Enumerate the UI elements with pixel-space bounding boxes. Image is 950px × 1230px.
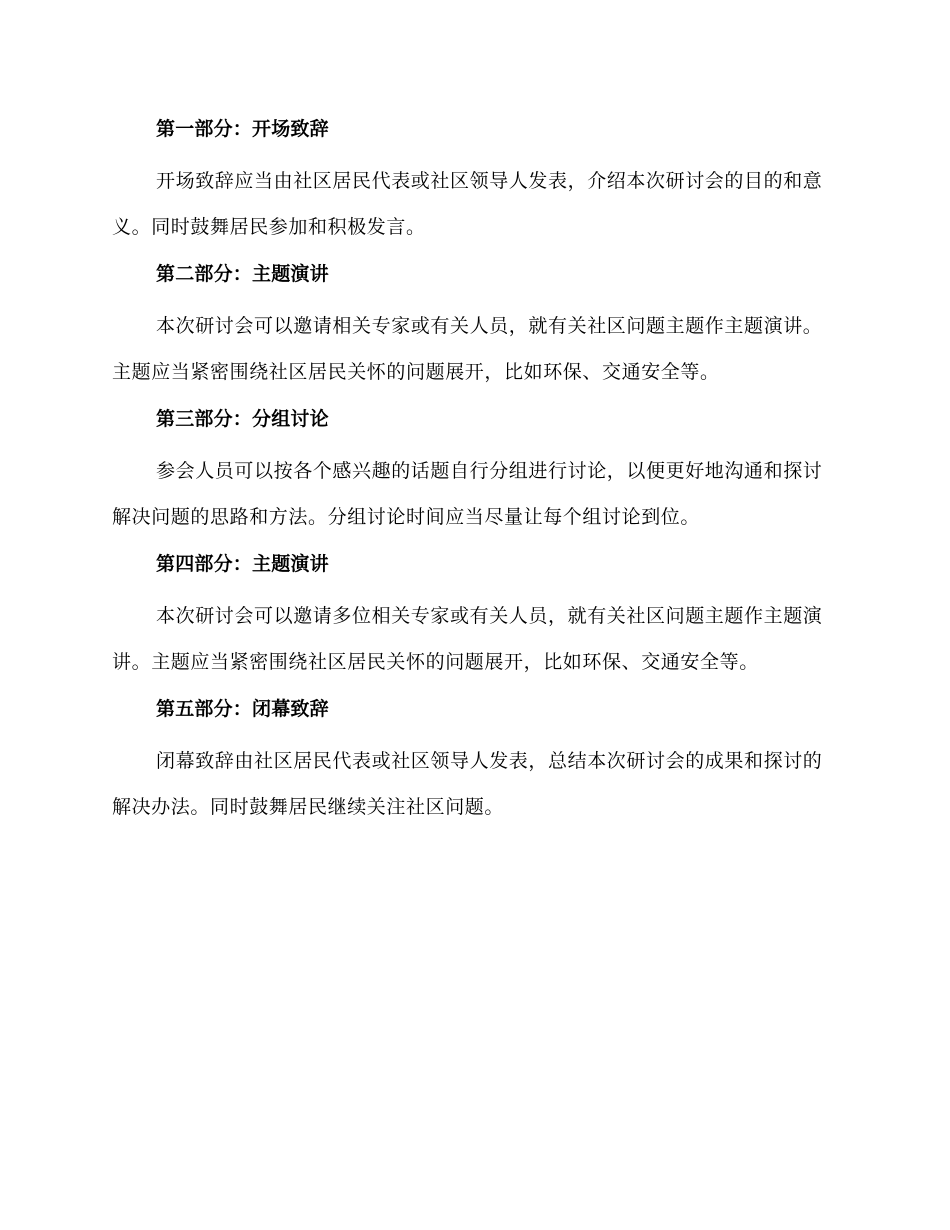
section-body: 开场致辞应当由社区居民代表或社区领导人发表，介绍本次研讨会的目的和意义。同时鼓舞居民参加和积极发言。 bbox=[112, 170, 823, 238]
section-body: 参会人员可以按各个感兴趣的话题自行分组进行讨论，以便更好地沟通和探讨解决问题的思路和方法。分组讨论时间应当尽量让每个组讨论到位。 bbox=[112, 460, 823, 528]
section-keynote bbox=[112, 258, 832, 395]
section-body: 本次研讨会可以邀请多位相关专家或有关人员，就有关社区问题主题作主题演讲。主题应当紧密围绕社区居民关怀的问题展开，比如环保、交通安全等。 bbox=[112, 605, 823, 673]
section-heading: 第三部分：分组讨论 bbox=[156, 408, 329, 430]
section-body: 闭幕致辞由社区居民代表或社区领导人发表，总结本次研讨会的成果和探讨的解决办法。同时鼓舞居民继续关注社区问题。 bbox=[112, 750, 823, 818]
section-body: 本次研讨会可以邀请相关专家或有关人员，就有关社区问题主题作主题演讲。主题应当紧密围绕社区居民关怀的问题展开，比如环保、交通安全等。 bbox=[112, 315, 823, 383]
section-opening bbox=[112, 113, 832, 250]
section-heading: 第二部分：主题演讲 bbox=[156, 263, 329, 285]
section-heading: 第五部分：闭幕致辞 bbox=[156, 698, 329, 720]
section-heading: 第一部分：开场致辞 bbox=[156, 118, 329, 140]
section-closing bbox=[112, 693, 832, 830]
document-page bbox=[112, 113, 832, 838]
section-keynote-2 bbox=[112, 548, 832, 685]
section-group-discussion bbox=[112, 403, 832, 540]
section-heading: 第四部分：主题演讲 bbox=[156, 553, 329, 575]
